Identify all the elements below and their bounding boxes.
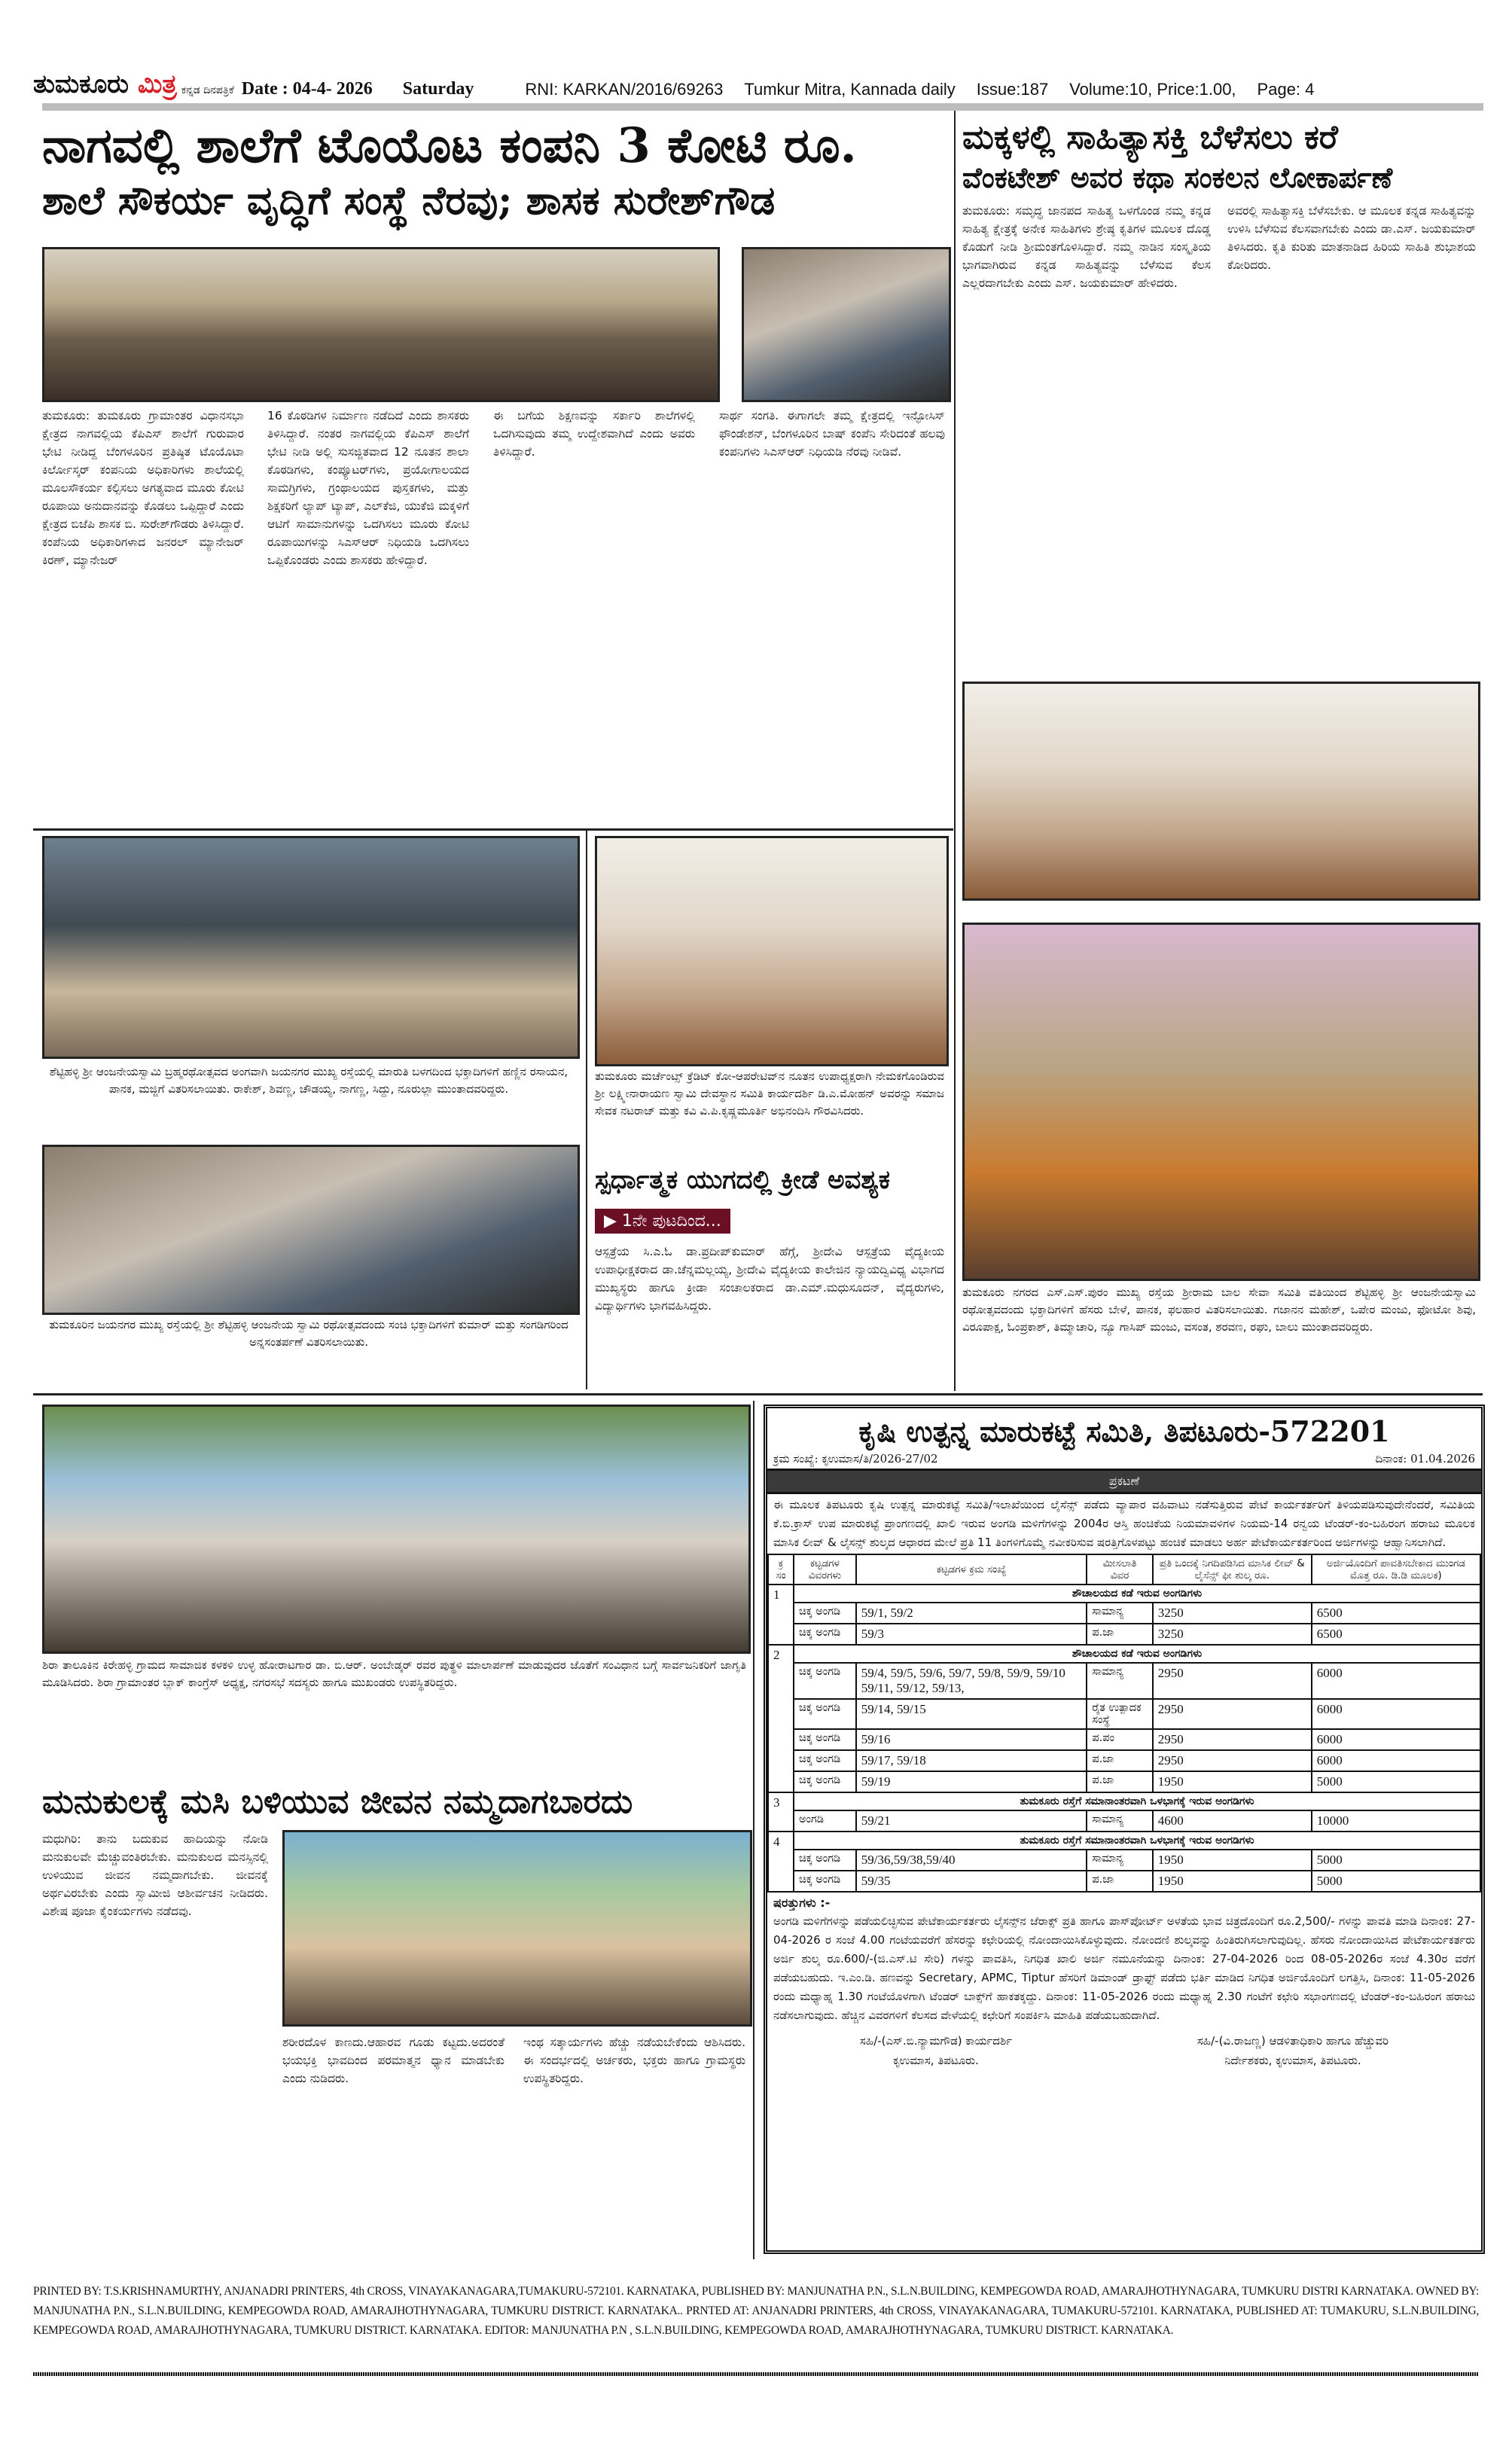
continued-label: 1ನೇ ಪುಟದಿಂದ... [621,1212,721,1231]
section-divider [33,828,953,831]
volume-price: Volume:10, Price:1.00, [1069,80,1236,99]
rni-number: RNI: KARKAN/2016/69263 [525,80,724,99]
printer-imprint: PRINTED BY: T.S.KRISHNAMURTHY, ANJANADRI PRINTERS, 4th CROSS, VINAYAKANAGARA,TUMAKURU-572101. KARNATAKA, PUBLISHED BY: MANJUNATHA P.N., S.L.N.BUILDING, KEMPEGOWDA ROAD, AMARAJHOTHYNAGARA, TUMKURU DISTRI KARNATAKA. OWNED BY: MANJUNATHA P.N., S.L.N.BUILDING, KEMPEGOWDA ROAD, AMARAJHOTHYNAGARA, TUMKURU DISTRICT. KARNATAKA.. PRNTED AT: ANJANADRI PRINTERS, 4th CROSS, VINAYAKANAGARA, TUMAKURU-572101. KARNATAKA, PUBLISHED AT: TUMAKURU, S.L.N.BUILDING, KEMPEGOWDA ROAD, AMARAJHOTHYNAGARA, TUMKURU DISTRICT. KARNATAKA. EDITOR: MANJUNATHA P.N , S.L.N.BUILDING, KEMPEGOWDA ROAD, AMARAJHOTHYNAGARA, TUMKURU DISTRICT. KARNATAKA. [33,2285,1479,2337]
shop-numbers-cell: 59/1, 59/2 [856,1603,1087,1624]
deposit-cell: 6000 [1312,1699,1480,1729]
terms-heading: ಷರತ್ತುಗಳು :- [773,1896,831,1910]
deposit-cell: 5000 [1312,1850,1480,1871]
story4-headline: ಮನುಕುಲಕ್ಕೆ ಮಸಿ ಬಳಿಯುವ ಜೀವನ ನಮ್ಮದಾಗಬಾರದು [42,1783,633,1821]
column-divider [954,111,956,1391]
lead-headline: ನಾಗವಲ್ಲಿ ಶಾಲೆಗೆ ಟೊಯೊಟ ಕಂಪನಿ 3 ಕೋಟಿ ರೂ. [42,117,857,174]
sl-no-cell: 2 [768,1645,794,1792]
logo-subtitle: ಕನ್ನಡ ದಿನಪತ್ರಿಕೆ [181,84,234,96]
newspaper-logo [33,69,177,99]
sl-no-cell: 3 [768,1792,794,1832]
issue-number: Issue:187 [976,80,1049,99]
photo-ambedkar-event [42,1405,751,1654]
notice-intro: ಈ ಮೂಲಕ ತಿಪಟೂರು ಕೃಷಿ ಉತ್ಪನ್ನ ಮಾರುಕಟ್ಟೆ ಸಮಿತಿ/ಇಲಾಖೆಯಿಂದ ಲೈಸೆನ್ಸ್ ಪಡೆದು ವ್ಯಾಪಾರ ವಹಿವಾಟು ನಡೆಸುತ್ತಿರುವ ಪೇಟೆ ಕಾರ್ಯಕರ್ತರಿಗೆ ತಿಳಿಯಪಡಿಸುವುದೇನೆಂದರೆ, ಸಮಿತಿಯ ಕೆ.ಬಿ.ಕ್ರಾಸ್ ಉಪ ಮಾರುಕಟ್ಟೆ ಪ್ರಾಂಗಣದಲ್ಲಿ ಖಾಲಿ ಇರುವ ಅಂಗಡಿ ಮಳಿಗೆಗಳನ್ನು 2004ರ ಆಸ್ತಿ ಹಂಚಿಕೆಯ ನಿಯಮಾವಳಿಗಳ ನಿಯಮ-14 ರನ್ವಯ ಟೆಂಡರ್-ಕಂ-ಬಹಿರಂಗ ಹರಾಜು ಮೂಲಕ ಮಾಸಿಕ ಲೀವ್ & ಲೈಸನ್ಸ್ ಶುಲ್ಕದ ಆಧಾರದ ಮೇಲೆ ಪ್ರತಿ 11 ತಿಂಗಳಿಗೊಮ್ಮೆ ನವೀಕರಿಸುವ ಷರತ್ತಿಗೊಳಪಟ್ಟು ಹಂಚಿಕೆ ಮಾಡಲು ಅರ್ಹ ಪೇಟೆಕಾರ್ಯಕರ್ತರಿಂದ ಅರ್ಜಿಗಳನ್ನು ಆಹ್ವಾನಿಸಲಾಗಿದೆ. [773,1498,1475,1549]
logo-main-text: ತುಮಕೂರು [33,69,129,99]
photo-prasada-distribution [962,923,1480,1281]
deposit-cell: 5000 [1312,1771,1480,1792]
table-section-row [768,1792,1480,1810]
monthly-fee-cell: 2950 [1153,1750,1312,1771]
reservation-cell: ರೈತ ಉತ್ಪಾದಕ ಸಂಸ್ಥೆ [1087,1699,1152,1729]
photo-maruti-balaga [42,836,580,1059]
reservation-cell: ಪ.ಜಾ [1087,1771,1152,1792]
header-building-details: ಕಟ್ಟಡಗಳ ವಿವರಗಳು [794,1554,856,1585]
table-header-row [768,1554,1480,1585]
caption-ambedkar-event: ಶಿರಾ ತಾಲೂಕಿನ ಕಿರೇಹಳ್ಳಿ ಗ್ರಾಮದ ಸಾಮಾಜಿಕ ಕಳಕಳಿ ಉಳ್ಳ ಹೋರಾಟಗಾರ ಡಾ. ಬಿ.ಆರ್. ಅಂಬೇಡ್ಕರ್ ರವರ ಪುತ್ಥಳಿ ಮಾಲಾರ್ಪಣೆ ಮಾಡುವುದರ ಜೊತೆಗೆ ಸಂವಿಧಾನ ಬಗ್ಗೆ ಸಾರ್ವಜನಿಕರಿಗೆ ಜಾಗೃತಿ ಮೂಡಿಸಿದರು. ಶಿರಾ ಗ್ರಾಮಾಂತರ ಬ್ಲಾಕ್ ಕಾಂಗ್ರೆಸ್ ಅಧ್ಯಕ್ಷ, ನಗರಸಭೆ ಸದಸ್ಯರು ಹಾಗೂ ಮುಖಂಡರು ಉಪಸ್ಥಿತರಿದ್ದರು. [42,1658,746,1689]
monthly-fee-cell: 2950 [1153,1663,1312,1699]
shop-type-cell: ಚಿಕ್ಕ ಅಂಗಡಿ [794,1624,856,1645]
notice-signatures [767,2031,1481,2070]
photo-felicitation [595,836,949,1066]
issue-day: Saturday [402,79,474,99]
deposit-cell: 6000 [1312,1663,1480,1699]
shop-type-cell: ಚಿಕ್ಕ ಅಂಗಡಿ [794,1771,856,1792]
deposit-cell: 5000 [1312,1871,1480,1892]
shop-type-cell: ಚಿಕ್ಕ ಅಂಗಡಿ [794,1663,856,1699]
table-row [768,1871,1480,1892]
lead-story-column-3: ಈ ಬಗೆಯ ಶಿಕ್ಷಣವನ್ನು ಸರ್ಕಾರಿ ಶಾಲೆಗಳಲ್ಲಿ ಒದಗಿಸುವುದು ತಮ್ಮ ಉದ್ದೇಶವಾಗಿದೆ ಎಂದು ಅವರು ತಿಳಿಸಿದ್ದಾರೆ. [493,409,695,459]
monthly-fee-cell: 1950 [1153,1871,1312,1892]
shop-numbers-cell: 59/36,59/38,59/40 [856,1850,1087,1871]
tender-notice [764,1405,1485,2254]
shop-type-cell: ಚಿಕ್ಕ ಅಂಗಡಿ [794,1850,856,1871]
table-section-row [768,1585,1480,1603]
story3-headline: ಸ್ಪರ್ಧಾತ್ಮಕ ಯುಗದಲ್ಲಿ ಕ್ರೀಡೆ ಅವಶ್ಯಕ [595,1165,890,1195]
shop-type-cell: ಚಿಕ್ಕ ಅಂಗಡಿ [794,1729,856,1750]
notice-date: ದಿನಾಂಕ: 01.04.2026 [1375,1452,1475,1466]
reservation-cell: ಪ.ಜಾ [1087,1750,1152,1771]
monthly-fee-cell: 2950 [1153,1699,1312,1729]
shop-type-cell: ಚಿಕ್ಕ ಅಂಗಡಿ [794,1699,856,1729]
column-divider [753,1401,754,2259]
lead-story-column-2: 16 ಕೊಠಡಿಗಳ ನಿರ್ಮಾಣ ನಡೆದಿದೆ ಎಂದು ಶಾಸಕರು ತಿಳಿಸಿದ್ದಾರೆ. ನಂತರ ನಾಗವಲ್ಲಿಯ ಕೆಪಿಎಸ್ ಶಾಲೆಗೆ ಭೇಟಿ ನೀಡಿ ಅಲ್ಲಿ ಸುಸಜ್ಜಿತವಾದ 12 ನೂತನ ಶಾಲಾ ಕೊಠಡಿಗಳು, ಕಂಪ್ಯೂಟರ್‌ಗಳು, ಪ್ರಯೋಗಾಲಯದ ಸಾಮಗ್ರಿಗಳು, ಗ್ರಂಥಾಲಯದ ಪುಸ್ತಕಗಳು, ಮತ್ತು ಶಿಕ್ಷಕರಿಗೆ ಲ್ಯಾಪ್ ಟ್ಯಾಪ್, ಎಲ್‌ಕೆಜಿ, ಯುಕೆಜಿ ಮಕ್ಕಳಿಗೆ ಆಟಿಗೆ ಸಾಮಾನುಗಳನ್ನು ಒದಗಿಸಲು ಮೂರು ಕೋಟಿ ರೂಪಾಯಿಗಳನ್ನು ಸಿಎಸ್‌ಆರ್ ನಿಧಿಯಡಿ ಒದಗಿಸಲು ಒಪ್ಪಿಕೊಂಡರು ಎಂದು ಶಾಸಕರು ಹೇಳಿದ್ದಾರೆ. [267,409,469,567]
masthead-rule [42,103,1483,111]
shop-numbers-cell: 59/14, 59/15 [856,1699,1087,1729]
header-deposit: ಅರ್ಜಿಯೊಂದಿಗೆ ಪಾವತಿಸಬೇಕಾದ ಮುಂಗಡ ಮೊತ್ತ ರೂ. ಡಿ.ಡಿ ಮೂಲಕ) [1312,1554,1480,1585]
monthly-fee-cell: 1950 [1153,1771,1312,1792]
story2-column-2: ಅವರಲ್ಲಿ ಸಾಹಿತ್ಯಾಸಕ್ತಿ ಬೆಳೆಸಬೇಕು. ಆ ಮೂಲಕ ಕನ್ನಡ ಸಾಹಿತ್ಯವನ್ನು ಉಳಿಸಿ ಬೆಳೆಸುವ ಕೆಲಸವಾಗಬೇಕು ಎಂದು ಡಾ.ಎಸ್. ಜಯಕುಮಾರ್ ತಿಳಿಸಿದರು. ಕೃತಿ ಕುರಿತು ಮಾತನಾಡಿದ ಹಿರಿಯ ಸಾಹಿತಿ ಶುಭಾಶಯ ಕೋರಿದರು. [1227,204,1476,272]
photo-book-release [962,682,1480,901]
lead-story-column-4: ಸಾರ್ಥ ಸಂಗತಿ. ಈಗಾಗಲೇ ತಮ್ಮ ಕ್ಷೇತ್ರದಲ್ಲಿ ಇನ್ಫೋಸಿಸ್ ಫೌಂಡೇಶನ್, ಬೆಂಗಳೂರಿನ ಬಾಷ್ ಕಂಪೆನಿ ಸೇರಿದಂತೆ ಹಲವು ಕಂಪನಿಗಳು ಸಿಎಸ್‌ಆರ್ ನಿಧಿಯಡಿ ನೆರವು ನೀಡಿವೆ. [719,409,945,459]
section-title-cell: ತುಮಕೂರು ರಸ್ತೆಗೆ ಸಮಾನಾಂತರವಾಗಿ ಒಳಭಾಗಕ್ಕೆ ಇರುವ ಅಂಗಡಿಗಳು [794,1792,1480,1810]
story2-column-1: ತುಮಕೂರು: ಸಮೃದ್ಧ ಜಾನಪದ ಸಾಹಿತ್ಯ ಒಳಗೊಂಡ ನಮ್ಮ ಕನ್ನಡ ಸಾಹಿತ್ಯ ಕ್ಷೇತ್ರಕ್ಕೆ ಅನೇಕ ಸಾಹಿತಿಗಳು ಶ್ರೇಷ್ಠ ಕೃತಿಗಳ ಮೂಲಕ ದೊಡ್ಡ ಕೊಡುಗೆ ನೀಡಿ ಶ್ರೀಮಂತಗೊಳಿಸಿದ್ದಾರೆ. ನಮ್ಮ ನಾಡಿನ ಸಂಸ್ಕೃತಿಯ ಭಾಗವಾಗಿರುವ ಕನ್ನಡ ಸಾಹಿತ್ಯವನ್ನು ಬೆಳೆಸುವ ಕೆಲಸ ಎಲ್ಲರದಾಗಬೇಕು ಎಂದು ಎಸ್. ಜಯಕುಮಾರ್ ಹೇಳಿದರು. [962,204,1211,290]
notice-ref-number: ಕ್ರಮ ಸಂಖ್ಯೆ: ಕೃಉಮಾಸ/ತಿ/2026-27/02 [773,1452,938,1466]
signature-administrator-line-2: ನಿರ್ದೇಶಕರು, ಕೃಉಮಾಸ, ತಿಪಟೂರು. [1224,2054,1361,2067]
shop-numbers-cell: 59/17, 59/18 [856,1750,1087,1771]
monthly-fee-cell: 3250 [1153,1603,1312,1624]
deposit-cell: 6500 [1312,1603,1480,1624]
shop-numbers-cell: 59/4, 59/5, 59/6, 59/7, 59/8, 59/9, 59/10 59/11, 59/12, 59/13, [856,1663,1087,1699]
lead-subheadline: ಶಾಲೆ ಸೌಕರ್ಯ ವೃದ್ಧಿಗೆ ಸಂಸ್ಥೆ ನೆರವು; ಶಾಸಕ ಸುರೇಶ್‌ಗೌಡ [42,178,776,224]
story2-headline: ಮಕ್ಕಳಲ್ಲಿ ಸಾಹಿತ್ಯಾಸಕ್ತಿ ಬೆಳೆಸಲು ಕರೆ [962,118,1338,157]
table-row [768,1850,1480,1871]
section-title-cell: ತುಮಕೂರು ರಸ್ತೆಗೆ ಸಮಾನಾಂತರವಾಗಿ ಒಳಭಾಗಕ್ಕೆ ಇರುವ ಅಂಗಡಿಗಳು [794,1832,1480,1850]
table-row [768,1750,1480,1771]
caption-annasantarpane: ತುಮಕೂರಿನ ಜಯನಗರ ಮುಖ್ಯ ರಸ್ತೆಯಲ್ಲಿ ಶ್ರೀ ಶೆಟ್ಟಿಹಳ್ಳಿ ಆಂಜನೇಯ ಸ್ವಾಮಿ ರಥೋತ್ಸವದಂದು ಸಂಚಿ ಭಕ್ತಾದಿಗಳಿಗೆ ಕುಮಾರ್ ಮತ್ತು ಸಂಗಡಿಗರಿಂದ ಅನ್ನಸಂತರ್ಪಣೆ ವಿತರಿಸಲಾಯಿತು. [49,1318,569,1349]
shop-numbers-cell: 59/16 [856,1729,1087,1750]
photo-school-visit [742,247,951,402]
monthly-fee-cell: 1950 [1153,1850,1312,1871]
shop-type-cell: ಚಿಕ್ಕ ಅಂಗಡಿ [794,1750,856,1771]
signature-secretary-line-2: ಕೃಉಮಾಸ, ತಿಪಟೂರು. [893,2054,979,2067]
monthly-fee-cell: 3250 [1153,1624,1312,1645]
header-reservation: ಮೀಸಲಾತಿ ವಿವರ [1087,1554,1152,1585]
shop-numbers-cell: 59/35 [856,1871,1087,1892]
table-row [768,1603,1480,1624]
monthly-fee-cell: 4600 [1153,1810,1312,1832]
story2-subheadline: ವೆಂಕಟೇಶ್ ಅವರ ಕಥಾ ಸಂಕಲನ ಲೋಕಾರ್ಪಣೆ [962,160,1393,194]
reservation-cell: ಸಾಮಾನ್ಯ [1087,1663,1152,1699]
reservation-cell: ಪ.ಜಾ [1087,1871,1152,1892]
deposit-cell: 6000 [1312,1750,1480,1771]
deposit-cell: 6500 [1312,1624,1480,1645]
header-monthly-fee: ಪ್ರತಿ ಒಂದಕ್ಕೆ ನಿಗದಿಪಡಿಸಿದ ಮಾಸಿಕ ಲೀವ್ & ಲೈಸೆನ್ಸ್ ಫೀ ಶುಲ್ಕ ರೂ. [1153,1554,1312,1585]
signature-secretary-line-1: ಸಹಿ/-(ಎಸ್.ಬಿ.ನ್ಯಾಮಗೌಡ) ಕಾರ್ಯದರ್ಶಿ [859,2034,1012,2048]
table-row [768,1663,1480,1699]
reservation-cell: ಪ.ಜಾ [1087,1624,1152,1645]
section-divider [33,1393,1483,1395]
photo-swamiji-event [282,1830,752,2027]
caption-prasada-distribution: ತುಮಕೂರು ನಗರದ ಎಸ್.ಎಸ್.ಪುರಂ ಮುಖ್ಯ ರಸ್ತೆಯ ಶ್ರೀರಾಮ ಬಾಲ ಸೇವಾ ಸಮಿತಿ ವತಿಯಿಂದ ಶೆಟ್ಟಿಹಳ್ಳಿ ಶ್ರೀ ಆಂಜನೇಯಸ್ವಾಮಿ ರಥೋತ್ಸವದಂದು ಭಕ್ತಾದಿಗಳಿಗೆ ಹೆಸರು ಬೇಳೆ, ಪಾನಕ, ಫಲಹಾರ ವಿತರಿಸಲಾಯಿತು. ಗಜಾನನ ಮಹೇಶ್, ಒಪೇರ ಮಂಜು, ಫೋಟೋ ಶಿವು, ವಿರೂಪಾಕ್ಷ, ಓಂಪ್ರಕಾಶ್, ತಿಮ್ಮಾಚಾರಿ, ನ್ಯೂ ಗಾಸಿಪ್ ಮಂಜು, ವಸಂತ, ಶರವಣ, ರಘು, ಬಾಲು ಮುಂತಾದವರಿದ್ದರು. [962,1286,1476,1334]
caption-maruti-balaga: ಶೆಟ್ಟಿಹಳ್ಳಿ ಶ್ರೀ ಆಂಜನೇಯಸ್ವಾಮಿ ಬ್ರಹ್ಮರಥೋತ್ಸವದ ಅಂಗವಾಗಿ ಜಯನಗರ ಮುಖ್ಯ ರಸ್ತೆಯಲ್ಲಿ ಮಾರುತಿ ಬಳಗದಿಂದ ಭಕ್ತಾದಿಗಳಿಗೆ ಹಣ್ಣಿನ ರಸಾಯನ, ಪಾನಕ, ಮಜ್ಜಿಗೆ ವಿತರಿಸಲಾಯಿತು. ರಾಕೇಶ್, ಶಿವಣ್ಣ, ಚೌಡಯ್ಯ, ನಾಗಣ್ಣ, ಸಿದ್ದು, ನೂರುಲ್ಲಾ ಮುಂತಾದವರಿದ್ದರು. [49,1065,569,1096]
story4-column-2: ಶರೀರದೊಳ ಕಾಣದು.ಆಹಾರವ ಗೂಡು ಕಟ್ಟದು.ಅದರಂತೆ ಭಯಭಕ್ತಿ ಭಾವದಿಂದ ಪರಮಾತ್ಮನ ಧ್ಯಾನ ಮಾಡಬೇಕು ಎಂದು ನುಡಿದರು. [282,2036,505,2085]
shop-type-cell: ಚಿಕ್ಕ ಅಂಗಡಿ [794,1603,856,1624]
signature-administrator [1197,2031,1389,2070]
continued-from-page-1-badge[interactable] [595,1209,730,1234]
logo-accent-text: ಮಿತ್ರ [137,69,177,99]
shop-allocation-table [767,1554,1481,1893]
table-section-row [768,1832,1480,1850]
notice-title: ಕೃಷಿ ಉತ್ಪನ್ನ ಮಾರುಕಟ್ಟೆ ಸಮಿತಿ, ತಿಪಟೂರು-572201 [858,1414,1390,1448]
reservation-cell: ಸಾಮಾನ್ಯ [1087,1850,1152,1871]
reservation-cell: ಸಾಮಾನ್ಯ [1087,1603,1152,1624]
shop-numbers-cell: 59/19 [856,1771,1087,1792]
story4-column-1: ಮಧುಗಿರಿ: ತಾನು ಬದುಕುವ ಹಾದಿಯನ್ನು ನೋಡಿ ಮನುಕುಲವೇ ಮೆಚ್ಚುವಂತಿರಬೇಕು. ಮನುಕುಲದ ಮನಸ್ಸಿನಲ್ಲಿ ಉಳಿಯುವ ಜೀವನ ನಮ್ಮದಾಗಬೇಕು. ಜೀವನಕ್ಕೆ ಅರ್ಥವಿರಬೇಕು ಎಂದು ಸ್ವಾಮೀಜಿ ಆಶೀರ್ವಚನ ನೀಡಿದರು. ವಿಶೇಷ ಪೂಜಾ ಕೈಂಕರ್ಯಗಳು ನಡೆದವು. [42,1832,268,1918]
story3-text: ಆಸ್ಪತ್ರೆಯ ಸಿ.ಎ.ಓ ಡಾ.ಪ್ರದೀಪ್‌ಕುಮಾರ್ ಹೆಗ್ಗೆ, ಶ್ರೀದೇವಿ ಆಸ್ಪತ್ರೆಯ ವೈದ್ಯಕೀಯ ಉಪಾಧೀಕ್ಷಕರಾದ ಡಾ.ಚೆನ್ನಮಲ್ಲಯ್ಯ, ಶ್ರೀದೇವಿ ವೈದ್ಯಕೀಯ ಕಾಲೇಜಿನ ನ್ಯಾಯದ್ವಿವಿಧ್ಯ ವಿಭಾಗದ ಮುಖ್ಯಸ್ಥರು ಹಾಗೂ ಕ್ರೀಡಾ ಸಂಚಾಲಕರಾದ ಡಾ.ಎಮ್.ಮಧುಸೂದನ್, ವೈದ್ಯರುಗಳು, ವಿದ್ಯಾರ್ಥಿಗಳು ಭಾಗವಹಿಸಿದ್ದರು. [595,1245,944,1313]
header-sl-no: ಕ್ರ ಸಂ [768,1554,794,1585]
reservation-cell: ಸಾಮಾನ್ಯ [1087,1810,1152,1832]
reservation-cell: ಪ.ಪಂ [1087,1729,1152,1750]
photo-school-meeting [42,247,720,402]
paper-name: Tumkur Mitra, Kannada daily [744,80,956,99]
terms-text: ಅಂಗಡಿ ಮಳಿಗೆಗಳನ್ನು ಪಡೆಯಲಿಚ್ಛಿಸುವ ಪೇಟೆಕಾರ್ಯಕರ್ತರು ಲೈಸನ್ಸ್‌ನ ಜೆರಾಕ್ಸ್ ಪ್ರತಿ ಹಾಗೂ ಪಾಸ್‌ಪೋರ್ಟ್ ಅಳತೆಯ ಭಾವ ಚಿತ್ರದೊಂದಿಗೆ ರೂ.2,500/- ಗಳನ್ನು ಪಾವತಿ ಮಾಡಿ ದಿನಾಂಕ: 27-04-2026 ರ ಸಂಜೆ 4.00 ಗಂಟೆಯವರೆಗೆ ಹೆಸರನ್ನು ಕಛೇರಿಯಲ್ಲಿ ನೋಂದಾಯಿಸಿಕೊಳ್ಳುವುದು. ನೋಂದಣಿ ಶುಲ್ಕವನ್ನು ಹಿಂತಿರುಗಿಸಲಾಗುವುದಿಲ್ಲ. ಹೆಸರು ನೋಂದಾಯಿಸಿದ ಪೇಟೆಕಾರ್ಯಕರ್ತರು ಅರ್ಜಿ ಶುಲ್ಕ ರೂ.600/-(ಜಿ.ಎಸ್.ಟಿ ಸೇರಿ) ಗಳನ್ನು ಪಾವತಿಸಿ, ನಿಗಧಿತ ಖಾಲಿ ಅರ್ಜಿ ನಮೂನೆಯನ್ನು ದಿನಾಂಕ: 27-04-2026 ರಿಂದ 08-05-2026ರ ಸಂಜೆ 4.30ರ ವರೆಗೆ ಪಡೆಯಬಹುದು. ಇ.ಎಂ.ಡಿ. ಹಣವನ್ನು Secretary, APMC, Tiptur ಹೆಸರಿಗೆ ಡಿಮಾಂಡ್ ಡ್ರಾಫ್ಟ್ ಪಡೆದು ಭರ್ತಿ ಮಾಡಿದ ನಿಗಧಿತ ಅರ್ಜಿಯೊಂದಿಗೆ ಲಗತ್ತಿಸಿ, ದಿನಾಂಕ: 11-05-2026 ರಂದು ಮಧ್ಯಾಹ್ನ 1.30 ಗಂಟೆಯೊಳಗಾಗಿ ಟೆಂಡರ್ ಬಾಕ್ಸ್‌ಗೆ ಹಾಕತಕ್ಕದ್ದು. ದಿನಾಂಕ: 11-05-2026 ರಂದು ಮಧ್ಯಾಹ್ನ 2.30 ಗಂಟೆಗೆ ಕಛೇರಿ ಸಭಾಂಗಣದಲ್ಲಿ ಟೆಂಡರ್-ಕಂ-ಬಹಿರಂಗ ಹರಾಜು ನಡೆಸಲಾಗುವುದು. ಹೆಚ್ಚಿನ ವಿವರಗಳಿಗೆ ಕೆಲಸದ ವೇಳೆಯಲ್ಲಿ ಕಛೇರಿಗೆ ಸಂಪರ್ಕಿಸಿ ಮಾಹಿತಿ ಪಡೆಯಬಹುದಾಗಿದೆ. [773,1914,1475,2022]
lead-story-column-1: ತುಮಕೂರು: ತುಮಕೂರು ಗ್ರಾಮಾಂತರ ವಿಧಾನಸಭಾ ಕ್ಷೇತ್ರದ ನಾಗವಲ್ಲಿಯ ಕೆಪಿಎಸ್ ಶಾಲೆಗೆ ಗುರುವಾರ ಭೇಟಿ ನೀಡಿದ್ದ ಬೆಂಗಳೂರಿನ ಪ್ರತಿಷ್ಠಿತ ಟೊಯೊಟಾ ಕಿರ್ಲೋಸ್ಕರ್ ಕಂಪನಿಯ ಅಧಿಕಾರಿಗಳು ಶಾಲೆಯಲ್ಲಿ ಮೂಲಸೌಕರ್ಯ ಕಲ್ಪಿಸಲು ಅಗತ್ಯವಾದ ಮೂರು ಕೋಟಿ ರೂಪಾಯಿ ಅನುದಾನವನ್ನು ಕೊಡಲು ಒಪ್ಪಿದ್ದಾರೆ ಎಂದು ಕ್ಷೇತ್ರದ ಬಿಜೆಪಿ ಶಾಸಕ ಬಿ. ಸುರೇಶ್‌ಗೌಡರು ತಿಳಿಸಿದ್ದಾರೆ. ಕಂಪೆನಿಯ ಅಧಿಕಾರಿಗಳಾದ ಜನರಲ್ ಮ್ಯಾನೇಜರ್ ಕಿರಣ್, ಮ್ಯಾನೇಜರ್ [42,409,244,567]
sl-no-cell: 1 [768,1585,794,1645]
section-title-cell: ಶೌಚಾಲಯದ ಕಡೆ ಇರುವ ಅಂಗಡಿಗಳು [794,1645,1480,1663]
caption-felicitation: ತುಮಕೂರು ಮರ್ಚೆಂಟ್ಸ್ ಕ್ರೆಡಿಟ್ ಕೋ-ಆಪರೇಟಿವ್‌ನ ನೂತನ ಉಪಾಧ್ಯಕ್ಷರಾಗಿ ನೇಮಕಗೊಂಡಿರುವ ಶ್ರೀ ಲಕ್ಷ್ಮೀನಾರಾಯಣ ಸ್ವಾಮಿ ದೇವಸ್ಥಾನ ಸಮಿತಿ ಕಾರ್ಯದರ್ಶಿ ಡಿ.ಎ.ಮೋಹನ್ ಅವರನ್ನು ಸಮಾಜ ಸೇವಕ ನಟರಾಜ್ ಮತ್ತು ಕವಿ ವಿ.ಪಿ.ಕೃಷ್ಣಮೂರ್ತಿ ಅಭಿನಂದಿಸಿ ಗೌರವಿಸಿದರು. [595,1069,944,1118]
deposit-cell: 10000 [1312,1810,1480,1832]
sl-no-cell: 4 [768,1832,794,1892]
table-row [768,1771,1480,1792]
monthly-fee-cell: 2950 [1153,1729,1312,1750]
photo-annasantarpane [42,1145,580,1315]
play-icon: ▶ [604,1212,622,1231]
shop-type-cell: ಅಂಗಡಿ [794,1810,856,1832]
table-row [768,1699,1480,1729]
shop-type-cell: ಚಿಕ್ಕ ಅಂಗಡಿ [794,1871,856,1892]
column-divider [586,828,587,1389]
section-title-cell: ಶೌಚಾಲಯದ ಕಡೆ ಇರುವ ಅಂಗಡಿಗಳು [794,1585,1480,1603]
shop-numbers-cell: 59/3 [856,1624,1087,1645]
notice-band-label: ಪ್ರಕಟಣೆ [767,1469,1481,1494]
issue-date: Date : 04-4- 2026 [241,79,373,99]
footer-rule [33,2372,1479,2376]
signature-secretary [860,2031,1012,2070]
table-row [768,1729,1480,1750]
table-row [768,1810,1480,1832]
deposit-cell: 6000 [1312,1729,1480,1750]
signature-administrator-line-1: ಸಹಿ/-(ವಿ.ರಾಜಣ್ಣ) ಆಡಳಿತಾಧಿಕಾರಿ ಹಾಗೂ ಹೆಚ್ಚುವರಿ [1196,2034,1389,2048]
table-section-row [768,1645,1480,1663]
header-building-numbers: ಕಟ್ಟಡಗಳ ಕ್ರಮ ಸಂಖ್ಯೆ [856,1554,1087,1585]
masthead [33,66,1488,99]
story4-column-3: ಇಂಥ ಸತ್ಕಾರ್ಯಗಳು ಹೆಚ್ಚು ನಡೆಯಬೇಕೆಂದು ಆಶಿಸಿದರು. ಈ ಸಂದರ್ಭದಲ್ಲಿ ಅರ್ಚಕರು, ಭಕ್ತರು ಹಾಗೂ ಗ್ರಾಮಸ್ಥರು ಉಪಸ್ಥಿತರಿದ್ದರು. [523,2036,745,2085]
page-number: Page: 4 [1257,80,1315,99]
shop-numbers-cell: 59/21 [856,1810,1087,1832]
table-row [768,1624,1480,1645]
